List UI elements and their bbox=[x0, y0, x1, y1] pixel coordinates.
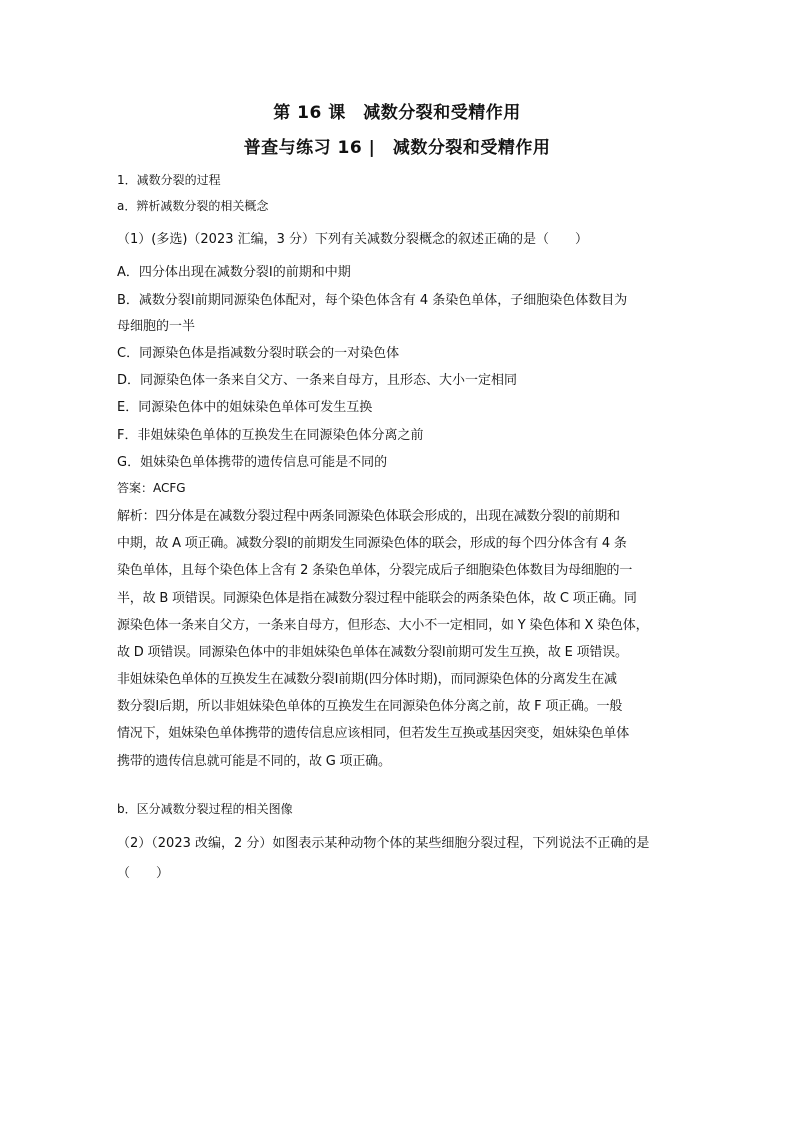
answer-line: 答案：ACFG bbox=[117, 481, 186, 495]
option-g: G．姐妹染色单体携带的遗传信息可能是不同的 bbox=[117, 455, 388, 470]
option-d: D．同源染色体一条来自父方、一条来自母方，且形态、大小一定相同 bbox=[117, 373, 518, 388]
exercise-title: 普查与练习 16 | 减数分裂和受精作用 bbox=[243, 138, 551, 158]
question-2-stem: （2）（2023 改编，2 分）如图表示某种动物个体的某些细胞分裂过程，下列说法不正确的是 bbox=[117, 836, 650, 851]
option-c: C．同源染色体是指减数分裂时联会的一对染色体 bbox=[117, 346, 400, 361]
subsection-a-heading: a．辨析减数分裂的相关概念 bbox=[117, 199, 269, 213]
option-a: A．四分体出现在减数分裂Ⅰ的前期和中期 bbox=[117, 265, 351, 280]
option-b: B．减数分裂Ⅰ前期同源染色体配对，每个染色体含有 4 条染色单体，子细胞染色体数目为 bbox=[117, 293, 628, 308]
analysis-line: 中期，故 A 项正确。减数分裂Ⅰ的前期发生同源染色体的联会，形成的每个四分体含有 4 条 bbox=[117, 536, 627, 551]
option-e: E．同源染色体中的姐妹染色单体可发生互换 bbox=[117, 400, 373, 415]
option-f: F．非姐妹染色单体的互换发生在同源染色体分离之前 bbox=[117, 428, 424, 443]
subsection-b-heading: b．区分减数分裂过程的相关图像 bbox=[117, 802, 293, 816]
analysis-line: 染色单体，且每个染色体上含有 2 条染色单体，分裂完成后子细胞染色体数目为母细胞的一 bbox=[117, 563, 633, 578]
question-1-stem: （1）(多选)（2023 汇编，3 分）下列有关减数分裂概念的叙述正确的是（ ） bbox=[117, 232, 589, 247]
analysis-line: 数分裂Ⅰ后期，所以非姐妹染色单体的互换发生在同源染色体分离之前，故 F 项正确。一般 bbox=[117, 699, 623, 714]
analysis-line: 非姐妹染色单体的互换发生在减数分裂Ⅰ前期(四分体时期)，而同源染色体的分离发生在减 bbox=[117, 672, 617, 687]
section-heading: 1．减数分裂的过程 bbox=[117, 173, 221, 187]
analysis-line: 半，故 B 项错误。同源染色体是指在减数分裂过程中能联会的两条染色体，故 C 项正确。同 bbox=[117, 591, 637, 606]
lesson-title: 第 16 课 减数分裂和受精作用 bbox=[273, 103, 521, 123]
option-b-continued: 母细胞的一半 bbox=[117, 319, 196, 334]
analysis-line: 故 D 项错误。同源染色体中的非姐妹染色单体在减数分裂Ⅰ前期可发生互换，故 E 项错误。 bbox=[117, 645, 628, 660]
analysis-line: 携带的遗传信息就可能是不同的，故 G 项正确。 bbox=[117, 754, 391, 769]
analysis-line: 解析：四分体是在减数分裂过程中两条同源染色体联会形成的，出现在减数分裂Ⅰ的前期和 bbox=[117, 509, 620, 524]
analysis-line: 源染色体一条来自父方，一条来自母方，但形态、大小不一定相同，如 Y 染色体和 X 染色体， bbox=[117, 618, 649, 633]
question-2-stem-continued: （ ） bbox=[117, 866, 170, 881]
analysis-line: 情况下，姐妹染色单体携带的遗传信息应该相同，但若发生互换或基因突变，姐妹染色单体 bbox=[117, 726, 630, 741]
